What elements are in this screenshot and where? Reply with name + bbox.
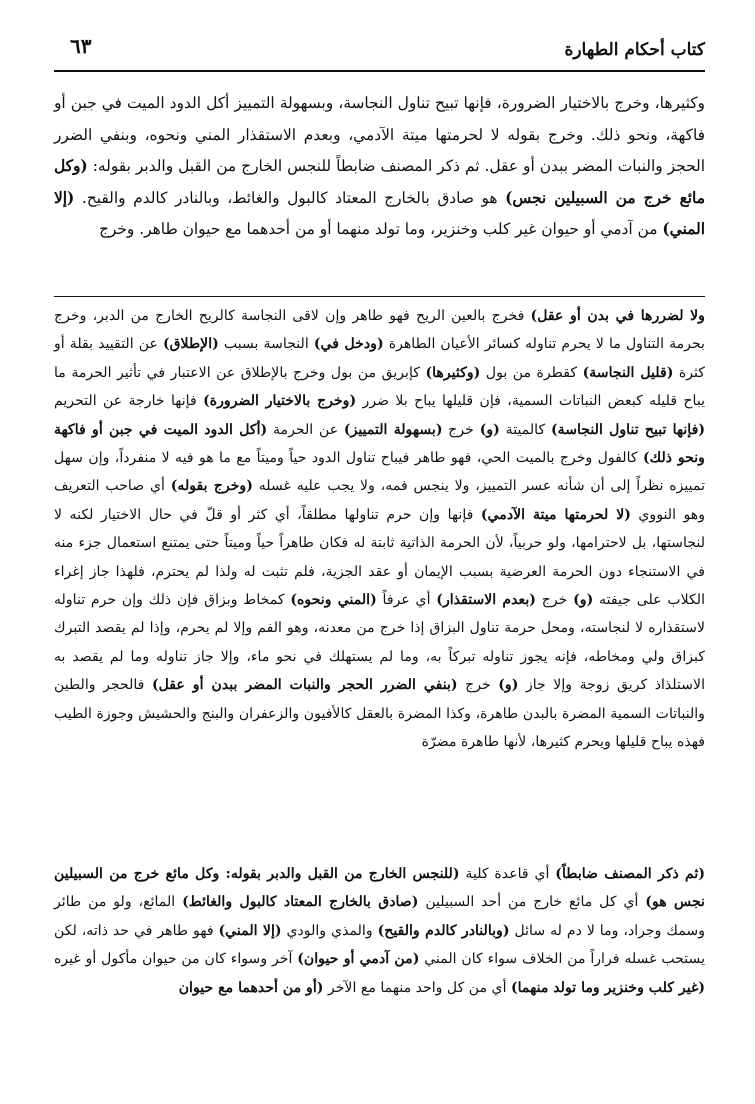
header-rule xyxy=(54,70,705,72)
quoted-matn-segment: (ودخل في) xyxy=(313,336,384,353)
quoted-matn-segment: (و) xyxy=(573,592,594,609)
text-segment: كإبريق من بول وخرج بالإطلاق عن الاعتبار في تأثير الحرمة ما يباح قليله كبعض النباتات السمية، فإن قليلها يباح بلا ضرر xyxy=(54,364,705,410)
matn-text xyxy=(54,88,705,246)
quoted-matn-segment: (بسهولة التمييز) xyxy=(343,421,443,438)
text-segment: كالميتة xyxy=(499,421,551,438)
quoted-matn-segment: (ثم ذكر المصنف ضابطاً) xyxy=(555,866,705,882)
text-segment: أي عرفاً xyxy=(376,592,437,609)
quoted-matn-segment: (من آدمي أو حيوان) xyxy=(297,951,420,968)
quoted-matn-segment: (إلا المني) xyxy=(218,922,282,939)
text-segment: فخرج بالعين الريح فهو طاهر وإن لاقى النجاسة كالريح الخارج من الدبر، وخرج بحرمة التناول ما لا يحرم تناوله كسائر الأعيان الطاهرة xyxy=(54,308,705,353)
running-title: كتاب أحكام الطهارة xyxy=(564,40,705,60)
quoted-matn-segment: (فإنها تبيح تناول النجاسة) xyxy=(550,421,706,438)
footnote-divider xyxy=(54,296,705,297)
text-segment: أي كل مائع خارج من أحد السبيلين xyxy=(418,894,646,911)
text-segment: أي صاحب التعريف وهو النووي xyxy=(54,478,706,523)
quoted-matn-segment: (و) xyxy=(479,421,500,438)
text-segment: فهو طاهر في حد ذاته، لكن يستحب غسله فراراً من الخلاف سواء كان المني xyxy=(54,922,706,968)
text-segment: عن التقييد بقلة أو كثرة xyxy=(54,336,706,381)
text-segment: كمخاط وبزاق فإن ذلك وإن حرم تناوله لاستقذاره لا لنجاسته، ومحل حرمة تناول البزاق إذا خرج من معدنه، وهو الفم وإلا لم يحرم، وإذا لم يقصد التبرك كبزاق ولي ومخاطه، فإنه يجوز تناوله تبركاً به، وما لم يستهلك في نحو ماء، وإلا جاز تناوله وما لم يقصد به الاستلذاذ كريق زوجة وإلا جاز xyxy=(54,592,705,694)
quoted-matn-segment: (الإطلاق) xyxy=(162,336,219,353)
text-segment: خرج xyxy=(535,592,574,609)
text-segment: فإنها خارجة عن التحريم xyxy=(54,393,204,410)
text-segment: هو صادق بالخارج المعتاد كالبول والغائط، وبالنادر كالدم والقيح. xyxy=(74,188,506,207)
commentary-block-1 xyxy=(54,302,705,757)
quoted-matn-segment: (قليل النجاسة) xyxy=(582,364,674,381)
page-number: ٦٣ xyxy=(70,34,92,58)
text-segment: النجاسة بسبب xyxy=(218,336,314,353)
commentary-block-2 xyxy=(54,860,705,1002)
quoted-matn-segment: (وبالنادر كالدم والقيح) xyxy=(377,922,510,939)
text-segment: وكثيرها، وخرج بالاختيار الضرورة، فإنها تبيح تناول النجاسة، وبسهولة التمييز أكل الدود الميت في جبن أو فاكهة، ونحو ذلك. وخرج بقوله لا لحرمتها ميتة الآدمي، وبعدم الاستقذار المني ونحوه، وبنفي الضرر الحجز والنبات المضر ببدن أو عقل. ثم ذكر المصنف ضابطاً للنجس الخارج من القبل والدبر بقوله: xyxy=(54,94,705,176)
quoted-matn-segment: (بنفي الضرر الحجر والنبات المضر ببدن أو عقل) xyxy=(151,677,458,694)
quoted-matn-segment: (إلا المني) xyxy=(54,188,705,239)
text-segment: والمذي والودي xyxy=(281,922,378,939)
text-segment: أي من كل واحد منهما مع الآخر xyxy=(323,979,511,996)
quoted-matn-segment: (لا لحرمتها ميتة الآدمي) xyxy=(480,506,631,523)
quoted-matn-segment: (غير كلب وخنزير وما تولد منهما) xyxy=(510,979,705,996)
text-segment: عن الحرمة xyxy=(267,421,344,438)
text-segment: خرج xyxy=(442,421,480,438)
quoted-matn-segment: (أو من أحدهما مع حيوان xyxy=(178,979,324,996)
quoted-matn-segment: (وكل مائع خرج من السبيلين نجس) xyxy=(54,157,705,207)
text-segment: أي قاعدة كلية xyxy=(459,866,556,882)
text-segment: فإنها وإن حرم تناولها مطلقاً، أي كثر أو قلّ في حال الاختيار لكنه لا لنجاستها، بل لاحترامها، ولو حربياً، لأن الحرمة الذاتية ثابتة له فكان طاهراً حياً وميتاً حتى يمتنع استعمال جزء منه في الاستنجاء دون الحرمة العرضية بسبب الإيمان أو عقد الجزية، فلم تثبت له ولذا لم يحترم، فلهذا جاز إغراء الكلاب على جيفته xyxy=(54,506,705,609)
quoted-matn-segment: (و) xyxy=(498,677,519,694)
text-segment: المائع، ولو من طائر وسمك وجراد، وما لا دم له سائل xyxy=(54,894,706,939)
quoted-matn-segment: (للنجس الخارج من القبل والدبر بقوله: وكل مائع خرج من السبيلين نجس هو) xyxy=(54,866,705,911)
text-segment: فالحجر والطين والنباتات السمية المضرة بالبدن طاهرة، وكذا المضرة بالعقل كالأفيون والزعفران والبنج والحشيش وجوزة الطيب فهذه يباح قليلها ويحرم كثيرها، لأنها طاهرة مضرّة xyxy=(54,677,705,751)
quoted-matn-segment: (المني ونحوه) xyxy=(290,592,377,609)
quoted-matn-segment: ولا لضررها في بدن أو عقل) xyxy=(530,308,705,324)
text-segment: خرج xyxy=(457,677,499,694)
text-segment: كقطرة من بول xyxy=(480,364,583,381)
quoted-matn-segment: (صادق بالخارج المعتاد كالبول والغائط) xyxy=(182,894,419,911)
text-segment: آخر وسواء كان من حيوان مأكول أو غيره xyxy=(54,951,298,968)
quoted-matn-segment: (وخرج بقوله) xyxy=(170,478,253,495)
text-segment: من آدمي أو حيوان غير كلب وخنزير، وما تولد منهما أو من أحدهما مع حيوان طاهر. وخرج xyxy=(98,220,663,239)
quoted-matn-segment: (وكثيرها) xyxy=(425,364,481,381)
quoted-matn-segment: (أكل الدود الميت في جبن أو فاكهة ونحو ذلك) xyxy=(54,421,705,467)
quoted-matn-segment: (بعدم الاستقذار) xyxy=(436,592,536,609)
page-header xyxy=(54,0,705,62)
quoted-matn-segment: (وخرج بالاختيار الضرورة) xyxy=(203,393,357,410)
text-segment: كالفول وخرج بالميت الحي، فهو طاهر فيباح تناول الدود حياً وميتاً مع ما هو فيه لا منفرداً، وإن سهل تمييزه نظراً إلى أن شأنه عسر التمييز، ولا ينجس فمه، ولا يجب عليه غسله xyxy=(54,450,706,495)
